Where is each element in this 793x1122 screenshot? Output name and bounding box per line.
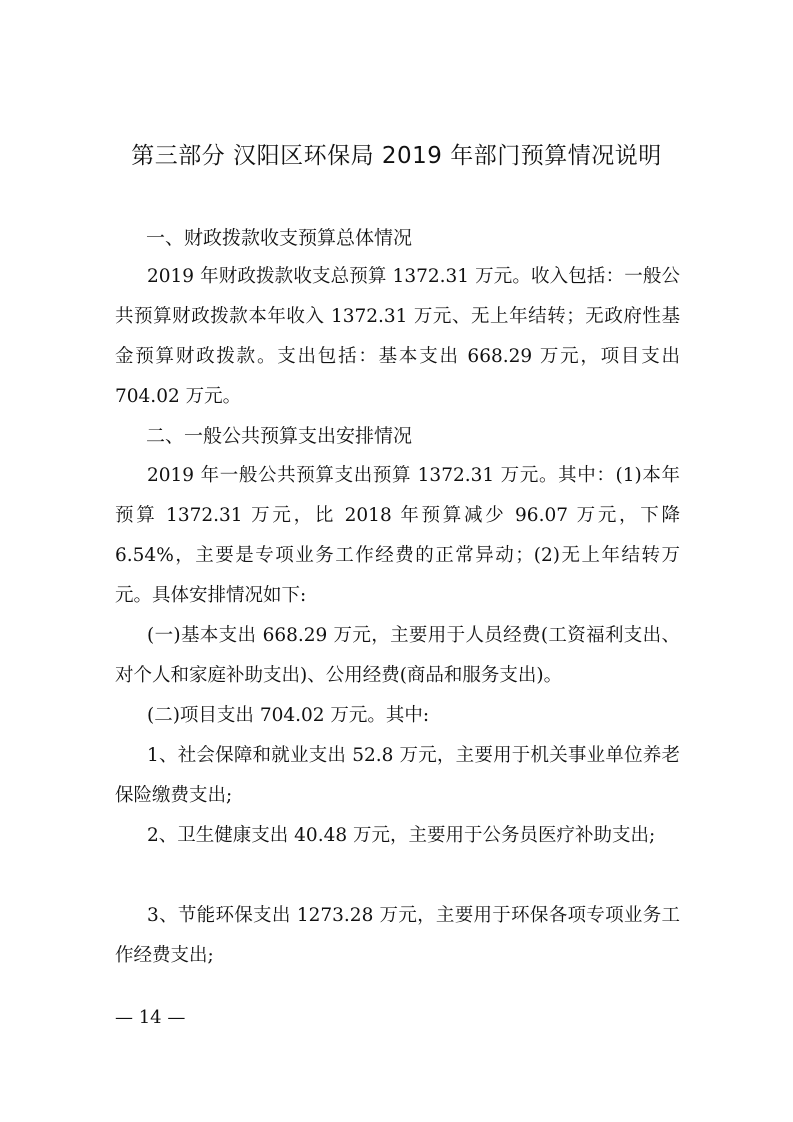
section-2-paragraph-1: 2019 年一般公共预算支出预算 1372.31 万元。其中：(1)本年预算 1372.31 万元，比 2018 年预算减少 96.07 万元，下降 6.54%，主要是专项业务工作经费的正常异动；(2)无上年结转万元。具体安排情况如下: [115,465,680,606]
section-1-paragraph-1: 2019 年财政拨款收支总预算 1372.31 万元。收入包括：一般公共预算财政拨款本年收入 1372.31 万元、无上年结转；无政府性基金预算财政拨款。支出包括：基本支出 668.29 万元，项目支出 704.02 万元。 [115,266,680,407]
section-2-paragraph-4: 1、社会保障和就业支出 52.8 万元，主要用于机关事业单位养老保险缴费支出; [115,745,680,806]
section-2-paragraph-6: 3、节能环保支出 1273.28 万元，主要用于环保各项专项业务工作经费支出; [115,905,680,966]
document-title: 第三部分 汉阳区环保局 2019 年部门预算情况说明 [131,143,662,169]
section-2-paragraph-5: 2、卫生健康支出 40.48 万元，主要用于公务员医疗补助支出; [147,825,656,846]
page-number: — 14 — [115,1007,186,1028]
section-2-paragraph-2: (一)基本支出 668.29 万元，主要用于人员经费(工资福利支出、对个人和家庭补助支出)、公用经费(商品和服务支出)。 [115,625,680,686]
section-heading-2: 二、一般公共预算支出安排情况 [146,425,413,447]
section-2-paragraph-3: (二)项目支出 704.02 万元。其中: [147,705,430,726]
section-heading-1: 一、财政拨款收支预算总体情况 [146,227,413,249]
